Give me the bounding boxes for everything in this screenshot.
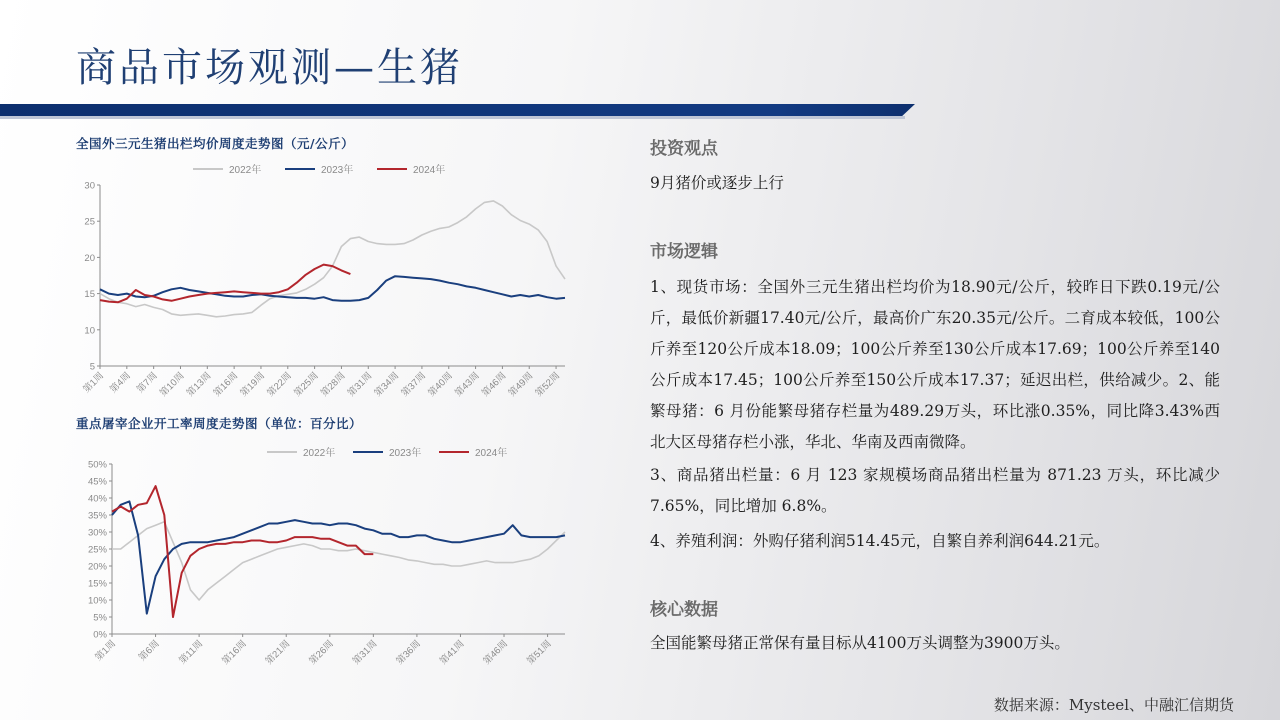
x-tick-label: 第26周 (307, 638, 336, 668)
legend-label: 2022年 (303, 448, 336, 459)
x-tick-label: 第22周 (265, 370, 294, 400)
y-tick-label: 25 (84, 216, 95, 228)
view-text: 9月猪价或逐步上行 (650, 174, 784, 192)
x-tick-label: 第1周 (93, 638, 119, 664)
x-tick-label: 第51周 (525, 638, 554, 668)
x-tick-label: 第7周 (134, 370, 160, 396)
legend-label: 2023年 (389, 448, 422, 459)
x-tick-label: 第19周 (238, 370, 268, 400)
logic-paragraph-1: 1、现货市场：全国外三元生猪出栏均价为18.90元/公斤，较昨日下跌0.19元/公斤，最低价新疆17.40元/公斤，最高价广东20.35元/公斤。二育成本较低，100公斤养至120公斤成本18.09；100公斤养至130公斤成本17.69；100公斤养至140公斤成本17.45；100公斤养至150公斤成本17.37；延迟出栏，供给减少。2、能繁母猪：6 月份能繁母猪存栏量为489.29万头，环比涨0.35%，同比降3.43%西北大区母猪存栏小涨，华北、华南及西南微降。 (650, 278, 1220, 451)
x-tick-label: 第31周 (345, 370, 375, 400)
chart-price (70, 152, 590, 427)
x-tick-label: 第1周 (81, 370, 107, 396)
legend-label: 2022年 (229, 165, 262, 176)
x-tick-label: 第10周 (157, 370, 187, 400)
y-tick-label: 40% (87, 493, 107, 505)
logic-heading: 市场逻辑 (650, 242, 718, 262)
x-tick-label: 第46周 (481, 638, 511, 668)
x-tick-label: 第25周 (292, 370, 321, 400)
x-tick-label: 第52周 (533, 370, 563, 400)
y-tick-label: 0% (93, 629, 107, 641)
x-tick-label: 第34周 (372, 370, 402, 400)
y-tick-label: 25% (87, 544, 107, 556)
x-tick-label: 第21周 (263, 638, 293, 668)
legend-label: 2024年 (475, 448, 508, 459)
y-tick-label: 15% (87, 578, 107, 590)
data-source: 数据来源：Mysteel、中融汇信期货 (993, 696, 1234, 714)
y-tick-label: 35% (87, 510, 107, 522)
x-tick-label: 第49周 (506, 370, 536, 400)
analysis-panel (650, 130, 1220, 659)
x-tick-label: 第4周 (107, 370, 133, 396)
y-tick-label: 15 (84, 289, 95, 301)
logic-paragraph-3: 4、养殖利润：外购仔猪利润514.45元，自繁自养利润644.21元。 (650, 532, 1110, 550)
x-tick-label: 第6周 (136, 638, 162, 664)
x-tick-label: 第40周 (426, 370, 455, 400)
legend-label: 2023年 (321, 165, 354, 176)
y-tick-label: 45% (87, 476, 107, 488)
header (0, 0, 1280, 118)
legend-label: 2024年 (413, 165, 446, 176)
x-tick-label: 第28周 (318, 370, 348, 400)
y-tick-label: 50% (87, 459, 107, 471)
header-underline (0, 116, 905, 119)
x-tick-label: 第31周 (350, 638, 380, 668)
x-tick-label: 第46周 (479, 370, 509, 400)
y-tick-label: 20 (84, 252, 95, 264)
chart2-title: 重点屠宰企业开工率周度走势图（单位：百分比） (76, 416, 363, 431)
core-text: 全国能繁母猪正常保有量目标从4100万头调整为3900万头。 (650, 634, 1070, 652)
y-tick-label: 10 (84, 325, 95, 337)
chart1-title: 全国外三元生猪出栏均价周度走势图（元/公斤） (76, 136, 355, 151)
chart-utilization (70, 440, 590, 705)
page-title: 商品市场观测—生猪 (76, 45, 463, 91)
x-tick-label: 第13周 (184, 370, 214, 400)
y-tick-label: 5% (93, 612, 107, 624)
x-tick-label: 第43周 (453, 370, 482, 400)
view-heading: 投资观点 (650, 139, 718, 159)
y-tick-label: 30 (84, 180, 95, 192)
y-tick-label: 5 (89, 361, 95, 373)
series-line-2023年 (100, 276, 565, 301)
x-tick-label: 第36周 (394, 638, 424, 668)
x-tick-label: 第16周 (220, 638, 249, 668)
y-tick-label: 20% (87, 561, 107, 573)
x-tick-label: 第16周 (211, 370, 241, 400)
x-tick-label: 第37周 (399, 370, 429, 400)
core-heading: 核心数据 (650, 600, 718, 620)
series-line-2022年 (112, 522, 565, 600)
x-tick-label: 第41周 (437, 638, 467, 668)
logic-paragraph-2: 3、商品猪出栏量：6 月 123 家规模场商品猪出栏量为 871.23 万头，环比减少 7.65%，同比增加 6.8%。 (650, 466, 1220, 515)
y-tick-label: 10% (87, 595, 107, 607)
y-tick-label: 30% (87, 527, 107, 539)
header-bar (0, 104, 915, 116)
x-tick-label: 第11周 (177, 638, 206, 667)
